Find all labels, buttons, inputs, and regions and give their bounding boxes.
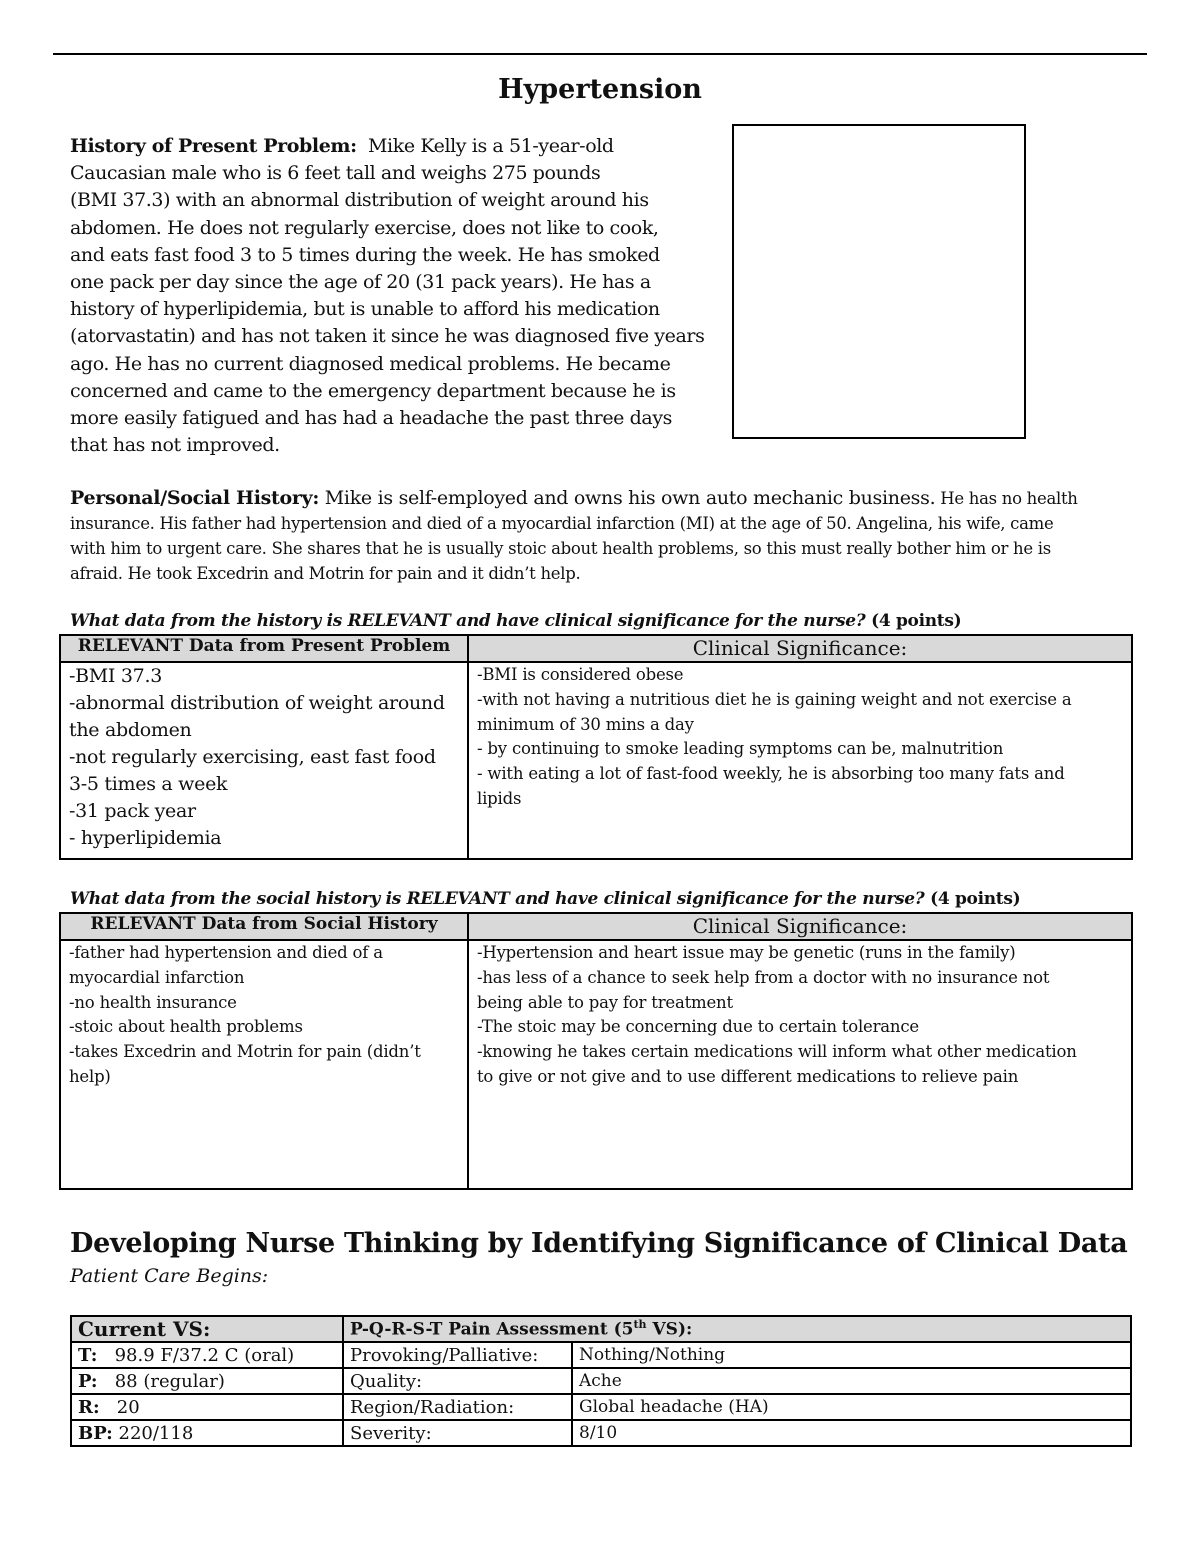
pain-severity-value[interactable]: 8/10 xyxy=(572,1420,1131,1446)
pain-provoking-label: Provoking/Palliative: xyxy=(343,1342,572,1368)
pain-provoking-value[interactable]: Nothing/Nothing xyxy=(572,1342,1131,1368)
table1-clinical-significance[interactable]: -BMI is considered obese -with not having a nutritious diet he is gaining weight and not exercise a minimum of 30 mins a day - by continuing to smoke leading symptoms can be, malnutrition - with eating a lot of fast-food weekly, he is absorbing too many fats and lipids xyxy=(468,662,1132,859)
vitals-header: Current VS: xyxy=(71,1316,343,1342)
vitals-row xyxy=(71,1342,1131,1368)
pain-region-value[interactable]: Global headache (HA) xyxy=(572,1394,1131,1420)
vitals-pain-table xyxy=(70,1315,1132,1447)
relevant-present-problem-table xyxy=(59,634,1133,860)
psh-label: Personal/Social History: xyxy=(70,487,320,509)
psh-line: afraid. He took Excedrin and Motrin for pain and it didn’t help. xyxy=(70,564,581,583)
vitals-row xyxy=(71,1368,1131,1394)
pain-region-label: Region/Radiation: xyxy=(343,1394,572,1420)
pain-severity-label: Severity: xyxy=(343,1420,572,1446)
pain-quality-value[interactable]: Ache xyxy=(572,1368,1131,1394)
hpp-line: and eats fast food 3 to 5 times during the week. He has smoked xyxy=(70,243,660,266)
hpp-line: History of Present Problem: Mike Kelly is a 51-year-old xyxy=(70,135,614,157)
pain-assessment-header: P-Q-R-S-T Pain Assessment (5th VS): xyxy=(343,1316,1131,1342)
table2-clinical-significance[interactable]: -Hypertension and heart issue may be genetic (runs in the family) -has less of a chance to seek help from a doctor with no insurance not being able to pay for treatment -The stoic may be concerning due to certain tolerance -knowing he takes certain medications will inform what other medication to give or not give and to use different medications to relieve pain xyxy=(468,940,1132,1189)
hpp-line: more easily fatigued and has had a headache the past three days xyxy=(70,407,673,430)
vitals-row xyxy=(71,1420,1131,1446)
hpp-line: Caucasian male who is 6 feet tall and weighs 275 pounds xyxy=(70,162,601,185)
relevant-social-history-table xyxy=(59,912,1133,1190)
hpp-line: one pack per day since the age of 20 (31 pack years). He has a xyxy=(70,271,651,294)
psh-line: with him to urgent care. She shares that he is usually stoic about health problems, so this must really bother him or he is xyxy=(70,539,1051,558)
psh-line: Personal/Social History: Mike is self-employed and owns his own auto mechanic business. He has no health xyxy=(70,487,1078,509)
hpp-line: concerned and came to the emergency department because he is xyxy=(70,379,676,402)
pain-quality-label: Quality: xyxy=(343,1368,572,1394)
question-history: What data from the history is RELEVANT and have clinical significance for the nurse? (4 points) xyxy=(70,611,962,631)
table2-header-left: RELEVANT Data from Social History xyxy=(60,913,468,940)
hpp-line: ago. He has no current diagnosed medical problems. He became xyxy=(70,352,671,375)
hpp-line: (BMI 37.3) with an abnormal distribution of weight around his xyxy=(70,189,649,212)
table1-relevant-data[interactable]: -BMI 37.3 -abnormal distribution of weight around the abdomen -not regularly exercising, east fast food 3-5 times a week -31 pack year - hyperlipidemia xyxy=(60,662,468,859)
vital-pulse: P: 88 (regular) xyxy=(71,1368,343,1394)
history-present-problem xyxy=(70,133,720,459)
question-social-history: What data from the social history is RELEVANT and have clinical significance for the nurse? (4 points) xyxy=(70,889,1021,909)
table1-header-left: RELEVANT Data from Present Problem xyxy=(60,635,468,662)
personal-social-history xyxy=(70,486,1140,586)
vital-blood-pressure: BP: 220/118 xyxy=(71,1420,343,1446)
vital-temperature: T: 98.9 F/37.2 C (oral) xyxy=(71,1342,343,1368)
hpp-line: (atorvastatin) and has not taken it since he was diagnosed five years xyxy=(70,325,705,348)
hpp-line: that has not improved. xyxy=(70,434,280,457)
section-subtitle: Patient Care Begins: xyxy=(70,1265,269,1287)
table2-header-right: Clinical Significance: xyxy=(468,913,1132,940)
section-title: Developing Nurse Thinking by Identifying Significance of Clinical Data xyxy=(70,1228,1128,1259)
hpp-label: History of Present Problem: xyxy=(70,135,357,157)
psh-line: insurance. His father had hypertension and died of a myocardial infarction (MI) at the age of 50. Angelina, his wife, came xyxy=(70,514,1054,533)
photo-placeholder-box xyxy=(732,124,1026,439)
hpp-line: history of hyperlipidemia, but is unable to afford his medication xyxy=(70,298,660,321)
vitals-row xyxy=(71,1394,1131,1420)
table2-relevant-data[interactable]: -father had hypertension and died of a myocardial infarction -no health insurance -stoic about health problems -takes Excedrin and Motrin for pain (didn’t help) xyxy=(60,940,468,1189)
top-rule xyxy=(53,53,1147,55)
page-title: Hypertension xyxy=(498,74,702,105)
hpp-line: abdomen. He does not regularly exercise, does not like to cook, xyxy=(70,216,659,239)
vital-respirations: R: 20 xyxy=(71,1394,343,1420)
table1-header-right: Clinical Significance: xyxy=(468,635,1132,662)
